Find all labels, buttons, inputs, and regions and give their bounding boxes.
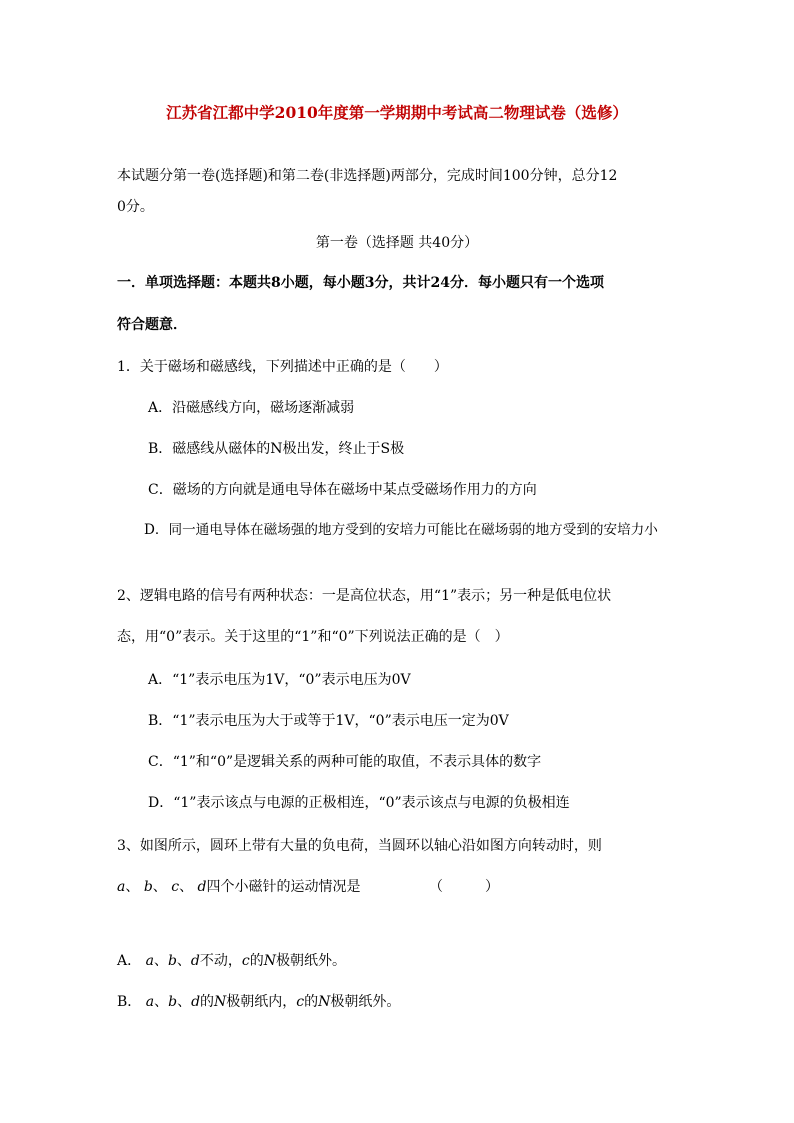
var-n: N (214, 994, 227, 1010)
section1-instructions-line-1: 一．单项选择题：本题共8小题，每小题3分，共计24分．每小题只有一个选项 (117, 275, 604, 291)
var-d: d (191, 994, 201, 1010)
option-text: 的 (249, 953, 264, 969)
var-a: a (145, 994, 155, 1010)
exam-title: 江苏省江都中学2010年度第一学期期中考试高二物理试卷（选修） (166, 103, 628, 122)
q2-option-c: C．“1”和“0”是逻辑关系的两种可能的取值，不表示具体的数字 (148, 754, 542, 770)
q2-option-d: D．“1”表示该点与电源的正极相连，“0”表示该点与电源的负极相连 (148, 795, 570, 811)
q2-stem-line-1: 2、逻辑电路的信号有两种状态：一是高位状态，用“1”表示；另一种是低电位状 (117, 588, 612, 604)
var-n: N (263, 953, 276, 969)
q1-option-a: A．沿磁感线方向，磁场逐渐减弱 (148, 400, 355, 416)
q2-stem-line-2: 态，用“0”表示。关于这里的“1”和“0”下列说法正确的是（ ） (117, 629, 509, 645)
q2-option-a: A．“1”表示电压为1V，“0”表示电压为0V (148, 672, 411, 688)
q1-option-c: C．磁场的方向就是通电导体在磁场中某点受磁场作用力的方向 (148, 482, 537, 498)
var-b: b (143, 879, 153, 895)
separator: 、 (152, 879, 167, 895)
option-text: 极朝纸外。 (330, 994, 401, 1010)
answer-parentheses: （ ） (428, 879, 499, 895)
var-c: c (296, 994, 305, 1010)
intro-line-2: 0分。 (117, 199, 154, 215)
option-text: 不动， (199, 953, 242, 969)
option-label: A． (117, 953, 142, 969)
var-n: N (318, 994, 331, 1010)
q3-stem-text: 四个小磁针的运动情况是 (206, 879, 361, 895)
var-c: c (171, 879, 180, 895)
section1-instructions-line-2: 符合题意． (117, 317, 187, 333)
q1-option-d: D．同一通电导体在磁场强的地方受到的安培力可能比在磁场弱的地方受到的安培力小 (144, 522, 658, 538)
separator: 、 (125, 879, 140, 895)
var-a: a (117, 879, 126, 895)
q3-option-b (117, 993, 400, 1011)
option-text: 的 (304, 994, 319, 1010)
q2-option-b: B．“1”表示电压为大于或等于1V，“0”表示电压一定为0V (148, 713, 509, 729)
var-c: c (241, 953, 250, 969)
var-d: d (197, 879, 207, 895)
separator: 、 (153, 953, 168, 969)
intro-line-1: 本试题分第一卷(选择题)和第二卷(非选择题)两部分，完成时间100分钟，总分12 (117, 168, 618, 184)
separator: 、 (176, 953, 191, 969)
q1-stem: 1．关于磁场和磁感线，下列描述中正确的是（ ） (117, 359, 448, 375)
var-b: b (167, 953, 177, 969)
separator: 、 (154, 994, 169, 1010)
part1-heading: 第一卷（选择题 共40分） (315, 235, 479, 251)
q3-option-a (117, 952, 346, 970)
var-b: b (168, 994, 178, 1010)
option-text: 极朝纸外。 (275, 953, 346, 969)
option-text: 的 (200, 994, 215, 1010)
q3-stem-line-1: 3、如图所示，圆环上带有大量的负电荷，当圆环以轴心沿如图方向转动时，则 (117, 838, 602, 854)
option-label: B． (117, 994, 142, 1010)
var-d: d (190, 953, 200, 969)
q3-stem-line-2 (117, 878, 499, 896)
option-text: 极朝纸内， (226, 994, 297, 1010)
var-a: a (145, 953, 154, 969)
separator: 、 (179, 879, 194, 895)
separator: 、 (177, 994, 192, 1010)
q1-option-b: B．磁感线从磁体的N极出发，终止于S极 (148, 441, 405, 457)
